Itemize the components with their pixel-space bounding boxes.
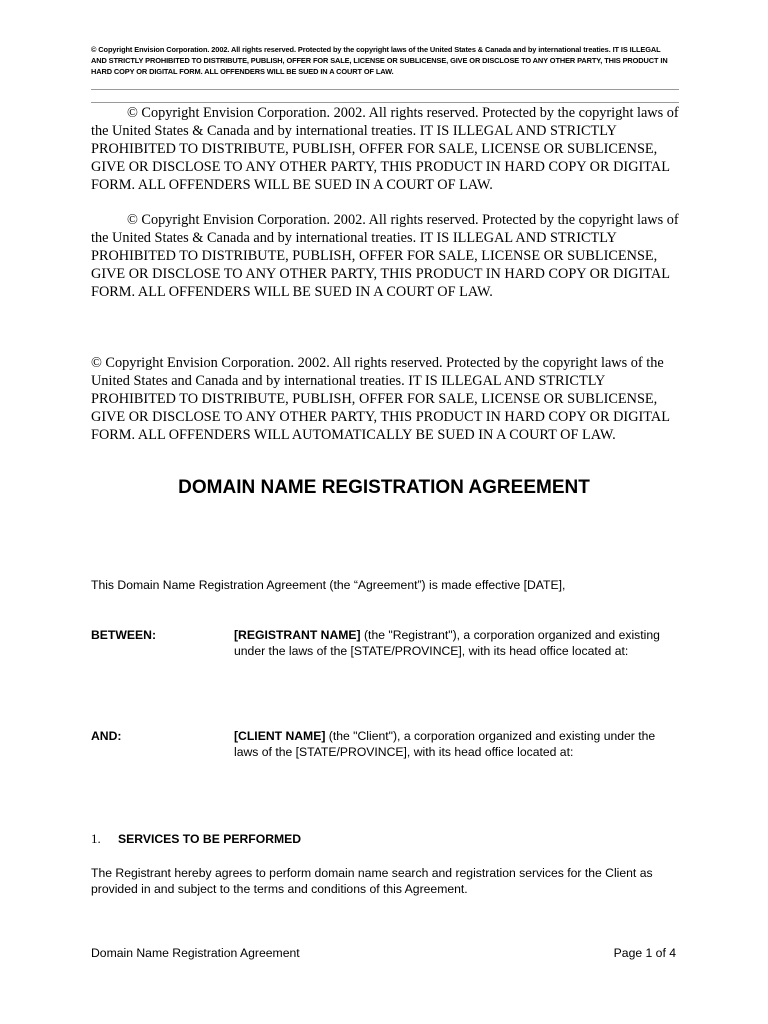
header-copyright-notice: © Copyright Envision Corporation. 2002. All rights reserved. Protected by the copyright laws of the United States & Canada and by international treaties. IT IS ILLEGAL AND STRICTLY PROHIBITED TO DISTRIBUTE, PUBLISH, OFFER FOR SALE, LICENSE OR SUBLICENSE, GIVE OR DISCLOSE TO ANY OTHER PARTY, THIS PRODUCT IN HARD COPY OR DIGITAL FORM. ALL OFFENDERS WILL BE SUED IN A COURT OF LAW.	[91, 45, 668, 76]
footer-page-number: Page 1 of 4	[613, 946, 676, 960]
and-label: AND:	[91, 729, 122, 743]
copyright-paragraph-2	[91, 211, 681, 301]
footer-document-title: Domain Name Registration Agreement	[91, 946, 300, 960]
copyright-paragraph-3: © Copyright Envision Corporation. 2002. All rights reserved. Protected by the copyright laws of the United States and Canada and by international treaties. IT IS ILLEGAL AND STRICTLY PROHIBITED TO DISTRIBUTE, PUBLISH, OFFER FOR SALE, LICENSE OR SUBLICENSE, GIVE OR DISCLOSE TO ANY OTHER PARTY, THIS PRODUCT IN HARD COPY OR DIGITAL FORM. ALL OFFENDERS WILL AUTOMATICALLY BE SUED IN A COURT OF LAW.	[91, 355, 670, 443]
section-1-number: 1.	[91, 831, 101, 846]
registrant-name-placeholder: [REGISTRANT NAME]	[234, 628, 361, 642]
section-1-title: SERVICES TO BE PERFORMED	[118, 832, 302, 846]
header-rule-bottom	[91, 102, 679, 103]
between-label: BETWEEN:	[91, 628, 156, 642]
client-clause	[234, 728, 674, 760]
copyright-paragraph-1-text: © Copyright Envision Corporation. 2002. All rights reserved. Protected by the copyright laws of the United States & Canada and by international treaties. IT IS ILLEGAL AND STRICTLY PROHIBITED TO DISTRIBUTE, PUBLISH, OFFER FOR SALE, LICENSE OR SUBLICENSE, GIVE OR DISCLOSE TO ANY OTHER PARTY, THIS PRODUCT IN HARD COPY OR DIGITAL FORM. ALL OFFENDERS WILL BE SUED IN A COURT OF LAW.	[91, 105, 679, 193]
agreement-intro: This Domain Name Registration Agreement (the “Agreement”) is made effective [DATE],	[91, 578, 566, 592]
header-rule-top	[91, 89, 679, 90]
registrant-clause-text: (the "Registrant"), a corporation organized and existing under the laws of the [STATE/PROVINCE], with its head office located at:	[234, 628, 660, 658]
copyright-paragraph-1	[91, 104, 681, 194]
client-clause-text: (the "Client"), a corporation organized and existing under the laws of the [STATE/PROVINCE], with its head office located at:	[234, 729, 656, 759]
section-1-body: The Registrant hereby agrees to perform domain name search and registration services for the Client as provided in and subject to the terms and conditions of this Agreement.	[91, 866, 653, 896]
page-title: DOMAIN NAME REGISTRATION AGREEMENT	[178, 477, 590, 498]
copyright-paragraph-2-text: © Copyright Envision Corporation. 2002. All rights reserved. Protected by the copyright laws of the United States & Canada and by international treaties. IT IS ILLEGAL AND STRICTLY PROHIBITED TO DISTRIBUTE, PUBLISH, OFFER FOR SALE, LICENSE OR SUBLICENSE, GIVE OR DISCLOSE TO ANY OTHER PARTY, THIS PRODUCT IN HARD COPY OR DIGITAL FORM. ALL OFFENDERS WILL BE SUED IN A COURT OF LAW.	[91, 212, 679, 300]
registrant-clause	[234, 627, 674, 659]
client-name-placeholder: [CLIENT NAME]	[234, 729, 326, 743]
